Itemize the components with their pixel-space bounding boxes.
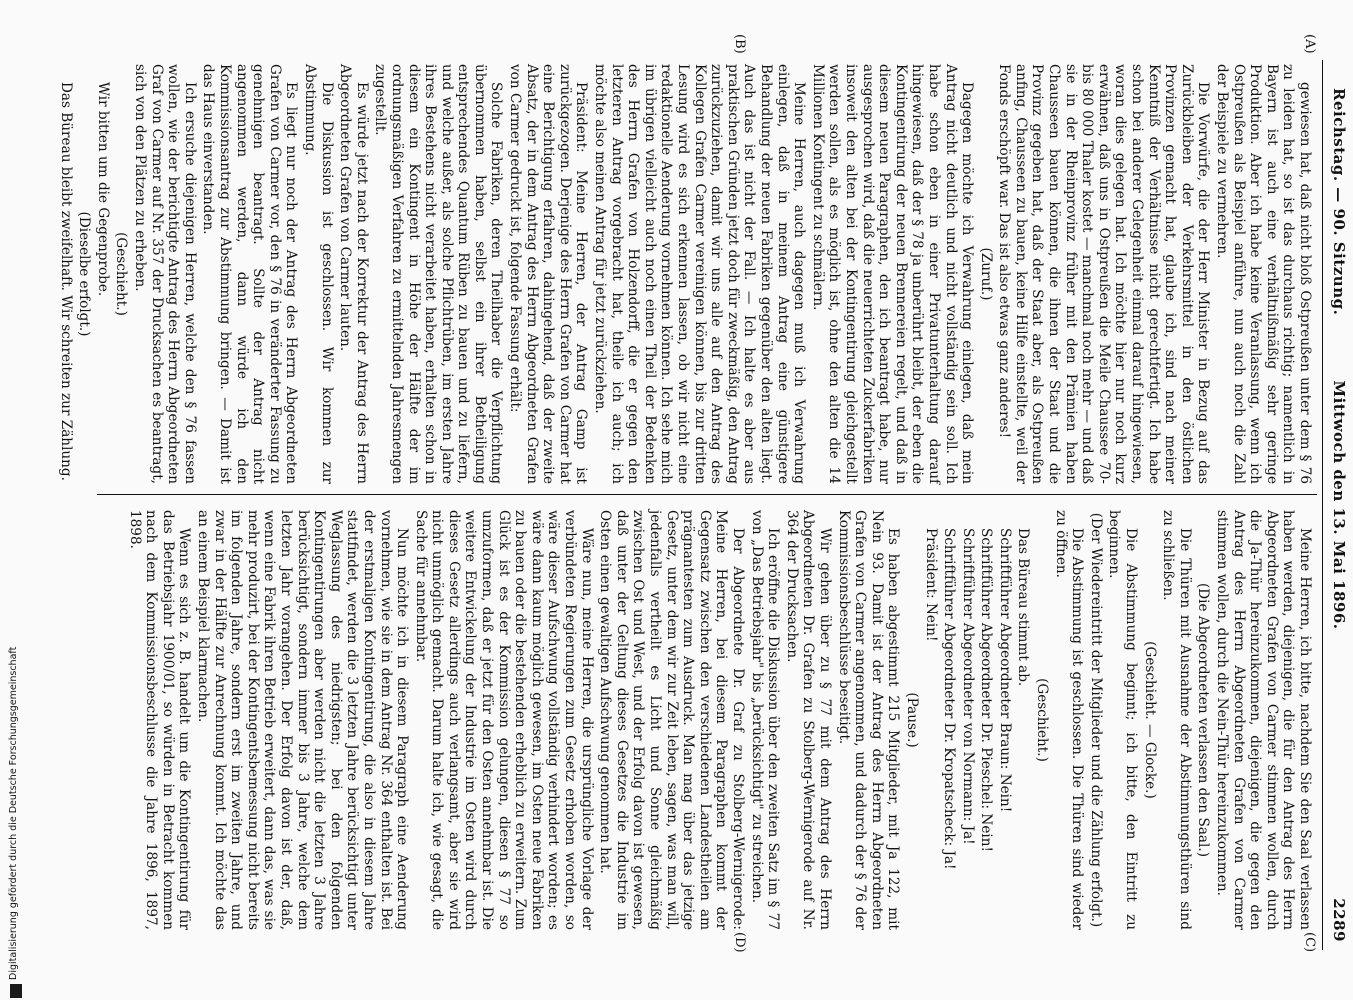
paragraph: (Geschieht.)	[113, 232, 130, 316]
paragraph: (Zuruf.)	[977, 247, 994, 301]
paragraph: Wir bitten um die Gegenprobe.	[94, 82, 111, 297]
paragraph: Wir gehen über zu § 77 mit dem Antrag des Herrn Abgeordneten Dr. Grafen zu Stolberg-Wernigerode auf Nr. 364 der Drucksachen.	[783, 510, 833, 930]
paragraph: Das Büreau bleibt zweifelhaft. Wir schreiten zur Zählung.	[57, 82, 74, 481]
header-date: Mittwoch den 13. Mai 1896.	[1330, 380, 1348, 630]
paragraph: Die Thüren mit Ausnahme der Abstimmungsthüren sind zu schließen.	[1160, 510, 1193, 930]
paragraph: Die Diskussion ist geschlossen. Wir kommen zur Abstimmung.	[301, 64, 335, 484]
digitization-credit	[8, 620, 24, 1000]
left-column	[55, 64, 1313, 484]
paragraph: Wäre nun, meine Herren, die ursprüngliche Vorlage der verbündeten Regierungen zum Gesetz erhoben worden, so wäre dieser Aufschwung vollständig verhindert worden; es wäre dann kaum möglich gewesen, im Osten neue Fabriken zu bauen oder die bestehenden erheblich zu erweitern. Zum Glück ist es der Kommission gelungen, diesen § 77 so umzuformen, daß er jetzt für den Osten annehmbar ist. Die weitere Entwickelung der Industrie im Osten wird durch dieses Gesetz allerdings auch verlangsamt, aber sie wird nicht unmöglich gemacht. Darum halte ich, wie gesagt, die Sache für annehmbar.	[412, 510, 595, 930]
right-column	[124, 510, 1313, 930]
margin-mark-d: (D)	[732, 932, 747, 953]
credit-text: Digitalisierung gefördert durch die Deutsche Forschungsgemeinschaft	[8, 646, 19, 980]
paragraph: (Dieselbe erfolgt.)	[76, 211, 93, 337]
header-rule	[1322, 60, 1323, 950]
paragraph: Präsident: Nein!	[922, 528, 939, 642]
paragraph: Die Abstimmung ist geschlossen. Die Thüren sind wieder zu öffnen.	[1052, 510, 1086, 930]
paragraph: Es würde jetzt nach der Korrektur der Antrag des Herrn Abgeordneten Grafen von Carmer lauten.	[337, 64, 370, 484]
paragraph: Schriftführer Abgeordneter Braun: Nein!	[996, 528, 1013, 813]
paragraph: Schriftführer Abgeordneter Dr. Pieschel: Nein!	[978, 528, 995, 852]
paragraph: (Die Abgeordneten verlassen den Saal.)	[1195, 582, 1212, 857]
header-left: Reichstag. — 90. Sitzung.	[1330, 88, 1348, 316]
paragraph: Der Abgeordnete Dr. Graf zu Stolberg-Wernigerode: Meine Herren, bei diesem Paragraphen kommt der Gegensatz zwischen den verschiedenen Landestheilen am prägnantesten zum Ausdruck. Man mag über das jetzige Gesetz, unter dem wir zur Zeit leben, sagen, was man will, jedenfalls vertheilt es Licht und Sonne gleichmäßig zwischen Ost und West, und der Erfolg davon ist gewesen, daß unter der Geltung dieses Gesetzes die Industrie im Osten einen gewaltigen Aufschwung genommen hat.	[597, 510, 746, 930]
paragraph: (Geschieht.)	[1034, 678, 1051, 762]
paragraph: Ich ersuche diejenigen Herren, welche den § 76 fassen wollen, wie der berichtigte Antrag des Herrn Abgeordneten Graf von Carmer auf Nr. 357 der Drucksachen es beantragt, sich von den Plätzen zu erheben.	[132, 64, 198, 484]
paragraph: Die Vorwürfe, die der Herr Minister in Bezug auf das Zurückbleiben der Verkehrsmittel in den östlichen Provinzen gemacht hat, glaube ich, sind nach meiner Kenntniß der Verhältnisse nicht gerechtfertigt. Ich habe schon bei anderer Gelegenheit einmal darauf hingewiesen, woran dies gelegen hat. Ich möchte hier nur noch kurz erwähnen, daß uns in Ostpreußen die Meile Chaussee 70- bis 80 000 Thaler kostet — manchmal noch mehr — und daß sie in der Rheinprovinz früher mit den Prämien haben Chausseen bauen können, die ihnen der Staat und die Provinz gegeben hat, daß der Staat aber, als Ostpreußen anfing, Chausseen zu bauen, keine Hilfe einstellte, weil der Fonds erschöpft war. Das ist also etwas ganz anderes!	[996, 64, 1212, 484]
paragraph: Es haben abgestimmt 215 Mitglieder, mit Ja 122, mit Nein 93. Damit ist der Antrag des Herrn Abgeordneten Grafen von Carmer angenommen, und dadurch der § 76 der Kommissionsbeschlüsse beseitigt.	[835, 510, 902, 930]
paragraph: (Pause.)	[903, 692, 920, 748]
margin-mark-c: (C)	[1302, 932, 1317, 953]
column-divider	[97, 494, 1317, 495]
paragraph: Dagegen möchte ich Verwahrung einlegen, daß mein Antrag nicht deutlich und nicht vollständig sein soll. Ich habe schon eben in einer Privatunterhaltung darauf hingewiesen, daß der § 78 ja unberührt bleibt, der eben die Kontingentirung der neuen Brennereien regelt, und daß in diesem neuen Paragraphen, den ich beantragt habe, nur ausgesprochen wird, daß die neuerrichteten Zuckerfabriken insoweit den alten bei der Kontingentirung gleichgestellt werden sollen, als es möglich ist, ohne den alten die 14 Millionen Kontingent zu schmälern.	[809, 64, 976, 484]
margin-mark-a: (A)	[1302, 34, 1317, 54]
paragraph: Ich eröffne die Diskussion über den zweiten Satz im § 77 von „Das Betriebsjahr" bis „berücksichtigt" zu streichen.	[748, 510, 782, 930]
margin-mark-b: (B)	[732, 34, 747, 54]
page-number: 2289	[1330, 898, 1348, 942]
paragraph: Es liegt nur noch der Antrag des Herrn Abgeordneten Grafen von Carmer vor, den § 76 in veränderter Fassung zu genehmigen beantragt. Sollte der Antrag nicht angenommen werden, dann würde ich den Kommissionsantrag zur Abstimmung bringen. — Damit ist das Haus einverstanden.	[200, 64, 300, 484]
page-header	[1325, 60, 1347, 950]
paragraph: Meine Herren, auch dagegen muß ich Verwahrung einlegen, daß in meinem Antrag eine günstigere Behandlung der neuen Fabriken gegenüber den alten liegt. Auch das ist nicht der Fall. — Ich halte es aber aus praktischen Gründen jetzt doch für zweckmäßig, den Antrag zurückzuziehen, damit wir uns alle auf den Antrag des Kollegen Grafen Carmer vereinigen können, bis zur dritten Lesung wird es sich erkennen lassen, ob wir nicht eine redaktionelle Aenderung vornehmen können. Ich sehe mich im übrigen vielleicht auch noch einen Theil der Bedenken des Herrn Grafen von Holzendorff, die er gegen den letzteren Antrag vorgebracht hat, theile ich auch; ich möchte also meinen Antrag für jetzt zurückziehen.	[592, 64, 808, 484]
paragraph: (Geschieht. — Glocke.)	[1141, 641, 1158, 799]
dfg-logo-icon	[10, 984, 22, 998]
paragraph: Die Abstimmung beginnt; ich bitte, den Eintritt zu beginnen.	[1106, 510, 1140, 930]
paragraph: (Der Wiedereintritt der Mitglieder und die Zählung erfolgt.)	[1087, 512, 1104, 928]
paragraph: Präsident: Meine Herren, der Antrag Gamp ist zurückgezogen. Derjenige des Herrn Grafen von Carmer hat eine Berichtigung erfahren, dahingehend, daß der zweite Absatz, der in dem Antrag des Herrn Abgeordneten Grafen von Carmer gedruckt ist, folgende Fassung erhält:	[507, 64, 590, 484]
paragraph: Solche Fabriken, deren Theilhaber die Verpflichtung übernommen haben, selbst ein ihrer Betheiligung entsprechendes Quantum Rüben zu bauen und zu liefern, und welche außer, als solche Pflichtrüben, im ersten Jahre ihres Bestehens nicht verarbeitet haben, erhalten schon in diesem ein Kontingent in Höhe der Hälfte der im ordnungsmäßigen Verfahren zu ermittelnden Jahresmengen zugestellt.	[372, 64, 505, 484]
paragraph: Schriftführer Abgeordneter Dr. Kropatscheck: Ja!	[941, 528, 958, 870]
rotated-page-content	[57, 34, 1348, 953]
paragraph: gewiesen hat, daß nicht bloß Ostpreußen unter dem § 76 zu leiden hat, so ist das durchaus richtig; namentlich in Bayern ist auch eine verhältnißmäßig sehr geringe Produktion. Aber ich habe keine Veranlassung, wenn ich Ostpreußen als Beispiel anführe, nun auch noch die Zahl der Beispiele zu vermehren.	[1214, 64, 1313, 484]
paragraph: Meine Herren, ich bitte, nachdem Sie den Saal verlassen haben werden, diejenigen, die für den Antrag des Herrn Abgeordneten Grafen von Carmer stimmen wollen, durch die Ja-Thür hereinzukommen, diejenigen, die gegen den Antrag des Herrn Abgeordneten Grafen von Carmer stimmen wollen, durch die Nein-Thür hereinzukommen.	[1214, 510, 1313, 930]
paragraph: Wenn es sich z. B. handelt um die Kontingentirung für das Betriebsjahr 1900/01, so würden in Betracht kommen nach dem Kommissionsbeschlusse die Jahre 1896, 1897, 1898.	[126, 510, 193, 930]
paragraph: Nun möchte ich in diesem Paragraph eine Aenderung vornehmen, wie sie in dem Antrag Nr. 364 enthalten ist. Bei der erstmaligen Kontingentirung, die also in diesem Jahre stattfindet, werden die 3 letzten Jahre berücksichtigt unter Weglassung des niedrigsten; bei den folgenden Kontingentirungen aber werden nicht die letzten 3 Jahre berücksichtigt, sondern immer bis 3 Jahre, welche dem letzten Jahr vorangehen. Der Erfolg davon ist der, daß, wenn eine Fabrik ihren Betrieb erweitert, dann das, was sie mehr produzirt, bei der Kontingentsbemessung nicht bereits im folgenden Jahre, sondern erst im zweiten Jahre, und zwar in der Hälfte zur Anrechnung kommt. Ich möchte das an einem Beispiel klarmachen.	[195, 510, 411, 930]
paragraph: Das Büreau stimmt ab.	[1015, 528, 1032, 687]
paragraph: Schriftführer Abgeordneter von Normann: Ja!	[959, 528, 976, 845]
